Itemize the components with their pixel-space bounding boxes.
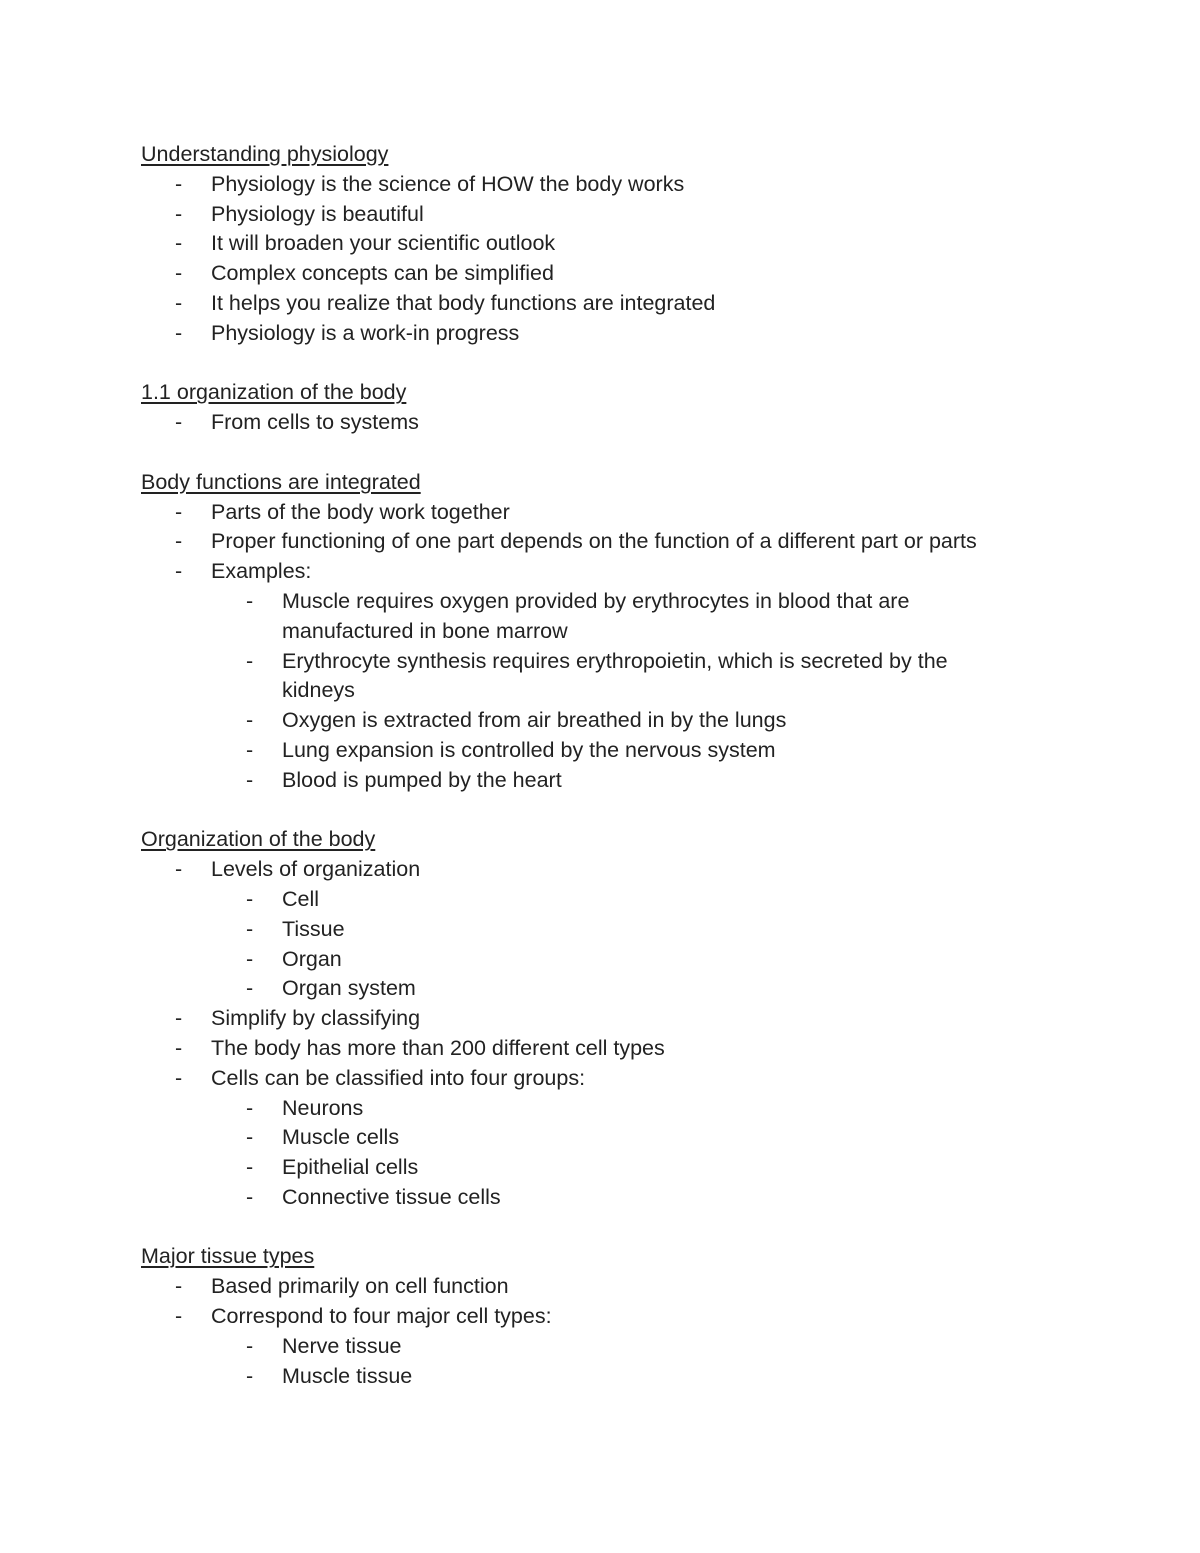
bullet-dash: - xyxy=(246,708,254,733)
section-heading: Body functions are integrated xyxy=(141,469,421,494)
bullet-dash: - xyxy=(246,1155,254,1180)
bullet-item: - Complex concepts can be simplified xyxy=(141,259,1041,289)
sub-bullet-item: - Muscle tissue xyxy=(141,1362,1041,1392)
sub-bullet-item: - Epithelial cells xyxy=(141,1153,1041,1183)
sub-bullet-item: - Organ system xyxy=(141,974,1041,1004)
bullet-item: - Correspond to four major cell types: xyxy=(141,1302,1041,1332)
bullet-dash: - xyxy=(246,1125,254,1150)
bullet-dash: - xyxy=(175,171,183,196)
bullet-dash: - xyxy=(175,1035,183,1060)
bullet-item: - Physiology is beautiful xyxy=(141,200,1041,230)
bullet-dash: - xyxy=(246,588,254,613)
sub-bullet-item: - Organ xyxy=(141,945,1041,975)
bullet-item: - Based primarily on cell function xyxy=(141,1272,1041,1302)
section-heading: Major tissue types xyxy=(141,1244,315,1269)
bullet-dash: - xyxy=(175,410,183,435)
bullet-dash: - xyxy=(246,1184,254,1209)
bullet-dash: - xyxy=(175,1006,183,1031)
bullet-item: - It helps you realize that body functions are integrated xyxy=(141,289,1041,319)
bullet-dash: - xyxy=(175,320,183,345)
bullet-dash: - xyxy=(246,916,254,941)
sub-bullet-item: - Cell xyxy=(141,885,1041,915)
bullet-item: - It will broaden your scientific outlook xyxy=(141,229,1041,259)
section-heading: 1.1 organization of the body xyxy=(141,380,407,405)
bullet-dash: - xyxy=(175,261,183,286)
bullet-dash: - xyxy=(175,1304,183,1329)
section-heading: Understanding physiology xyxy=(141,142,389,166)
bullet-dash: - xyxy=(246,1095,254,1120)
bullet-dash: - xyxy=(175,231,183,256)
bullet-dash: - xyxy=(246,1333,254,1358)
bullet-item: - Physiology is the science of HOW the body works xyxy=(141,170,1041,200)
bullet-item: - Physiology is a work-in progress xyxy=(141,319,1041,349)
section-organization-of-body-1-1 xyxy=(141,378,1041,438)
bullet-dash: - xyxy=(246,946,254,971)
section-understanding-physiology xyxy=(141,140,1041,349)
bullet-item: - Parts of the body work together xyxy=(141,498,1041,528)
bullet-item: - Simplify by classifying xyxy=(141,1004,1041,1034)
bullet-item: - Proper functioning of one part depends on the function of a different part or parts xyxy=(141,527,1041,557)
bullet-item: - Levels of organization xyxy=(141,855,1041,885)
bullet-dash: - xyxy=(175,559,183,584)
sub-bullet-item: - Erythrocyte synthesis requires erythropoietin, which is secreted by the kidneys xyxy=(246,648,948,703)
bullet-dash: - xyxy=(175,499,183,524)
sub-bullet-item: - Oxygen is extracted from air breathed in by the lungs xyxy=(141,706,1041,736)
document-body xyxy=(141,140,1041,1421)
bullet-dash: - xyxy=(246,767,254,792)
bullet-dash: - xyxy=(246,1363,254,1388)
bullet-item: - Examples: xyxy=(141,557,1041,587)
bullet-dash: - xyxy=(175,1065,183,1090)
bullet-dash: - xyxy=(246,886,254,911)
section-organization-of-body xyxy=(141,825,1041,1212)
bullet-dash: - xyxy=(246,737,254,762)
sub-bullet-item: - Nerve tissue xyxy=(141,1332,1041,1362)
sub-bullet-item: - Neurons xyxy=(141,1094,1041,1124)
bullet-dash: - xyxy=(175,529,183,554)
bullet-item: - The body has more than 200 different cell types xyxy=(141,1034,1041,1064)
section-major-tissue-types xyxy=(141,1242,1041,1391)
bullet-dash: - xyxy=(175,201,183,226)
bullet-dash: - xyxy=(175,857,183,882)
bullet-dash: - xyxy=(175,1274,183,1299)
section-heading: Organization of the body xyxy=(141,827,376,852)
bullet-item: - Cells can be classified into four groups: xyxy=(141,1064,1041,1094)
sub-bullet-item: - Lung expansion is controlled by the nervous system xyxy=(141,736,1041,766)
sub-bullet-item: - Blood is pumped by the heart xyxy=(141,766,1041,796)
sub-bullet-item: - Muscle requires oxygen provided by erythrocytes in blood that are manufactured in bone marrow xyxy=(246,588,910,643)
bullet-item: - From cells to systems xyxy=(141,408,1041,438)
bullet-dash: - xyxy=(246,648,254,673)
bullet-dash: - xyxy=(175,290,183,315)
sub-bullet-item: - Tissue xyxy=(141,915,1041,945)
sub-bullet-item: - Muscle cells xyxy=(141,1123,1041,1153)
section-body-functions-integrated xyxy=(141,468,1041,796)
sub-bullet-item: - Connective tissue cells xyxy=(141,1183,1041,1213)
bullet-dash: - xyxy=(246,976,254,1001)
